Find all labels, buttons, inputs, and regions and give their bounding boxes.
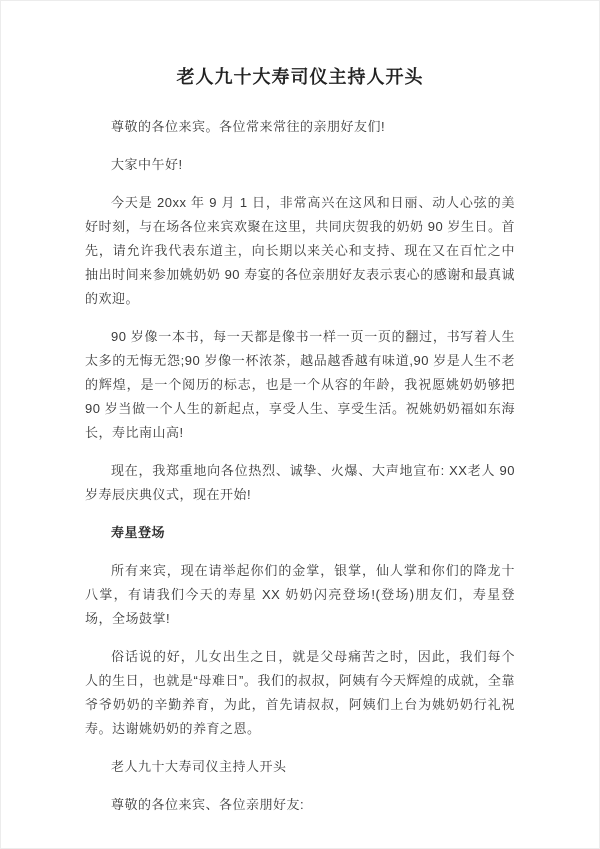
paragraph-repeated-title: 老人九十大寿司仪主持人开头 <box>111 759 287 774</box>
document-body <box>85 115 515 817</box>
paragraph-closing-greeting: 尊敬的各位来宾、各位亲朋好友: <box>111 797 305 812</box>
section-heading-birthday-star-entrance: 寿星登场 <box>111 525 166 540</box>
paragraph-greeting: 尊敬的各位来宾。各位常来常往的亲朋好友们! <box>111 119 386 134</box>
paragraph-gratitude: 俗话说的好，儿女出生之日，就是父母痛苦之时，因此，我们每个人的生日，也就是“母难日”。我们的叔叔，阿姨有今天辉煌的成就，全靠爷爷奶奶的辛勤养育，为此，首先请叔叔，阿姨们上台为姚奶奶行礼祝寿。达谢姚奶奶的养育之恩。 <box>85 649 515 736</box>
document-title: 老人九十大寿司仪主持人开头 <box>176 67 424 87</box>
paragraph-applause: 所有来宾，现在请举起你们的金掌，银掌，仙人掌和你们的降龙十八掌，有请我们今天的寿星 XX 奶奶闪亮登场!(登场)朋友们，寿星登场，全场鼓掌! <box>85 563 515 626</box>
paragraph-opening: 今天是 20xx 年 9 月 1 日，非常高兴在这风和日丽、动人心弦的美好时刻，与在场各位来宾欢聚在这里，共同庆贺我的奶奶 90 岁生日。首先，请允许我代表东道主，向长期以来关心和支持、现在又在百忙之中抽出时间来参加姚奶奶 90 寿宴的各位亲朋好友表示衷心的感谢和最真诚的欢迎。 <box>85 195 515 306</box>
paragraph-announcement: 现在，我郑重地向各位热烈、诚挚、火爆、大声地宣布: XX老人 90 岁寿辰庆典仪式，现在开始! <box>85 463 515 502</box>
paragraph-hello: 大家中午好! <box>111 157 183 172</box>
paragraph-ninety-metaphor: 90 岁像一本书，每一天都是像书一样一页一页的翻过，书写着人生太多的无悔无怨;90 岁像一杯浓茶，越品越香越有味道,90 岁是人生不老的辉煌，是一个阅历的标志，也是一个从容的年龄，我祝愿姚奶奶够把 90 岁当做一个人生的新起点，享受人生、享受生活。祝姚奶奶福如东海长，寿比南山高! <box>85 329 515 440</box>
